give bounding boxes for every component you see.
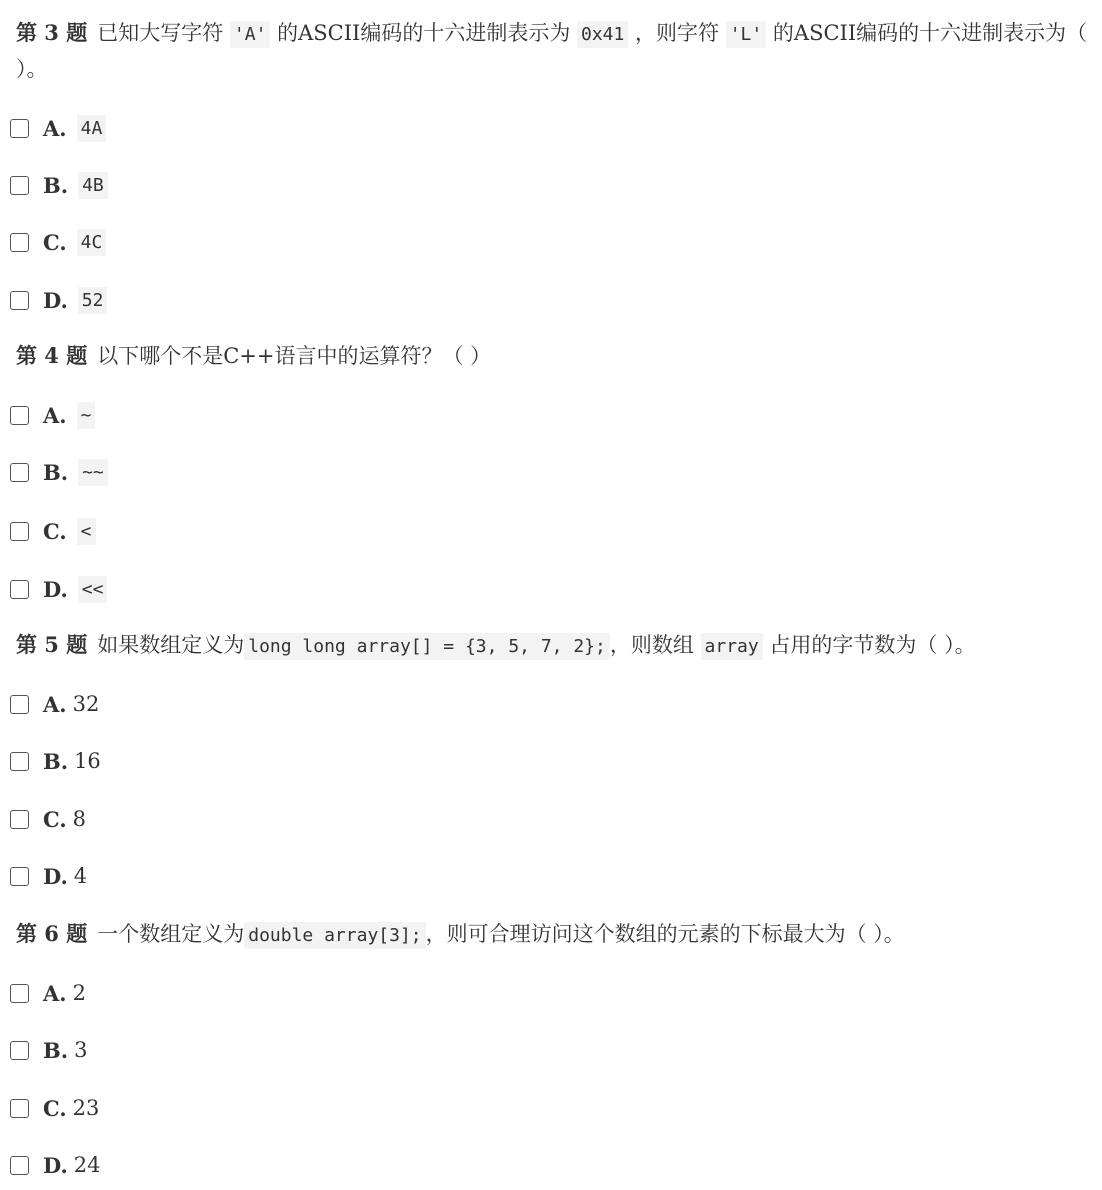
option-value: 4B bbox=[78, 172, 108, 199]
option-value: ~ bbox=[77, 402, 96, 429]
option-value: 8 bbox=[72, 807, 87, 831]
code-snippet: array bbox=[701, 633, 763, 660]
code-snippet: double array[3]; bbox=[244, 922, 425, 949]
option-4a[interactable] bbox=[10, 400, 95, 430]
question-3 bbox=[16, 15, 1096, 87]
option-letter: A. bbox=[43, 691, 67, 717]
option-3b[interactable] bbox=[10, 170, 108, 200]
checkbox[interactable] bbox=[10, 463, 29, 482]
stem-text: 的ASCII编码的十六进制表示为（ ）。 bbox=[16, 21, 1088, 81]
option-letter: A. bbox=[43, 980, 67, 1006]
checkbox[interactable] bbox=[10, 291, 29, 310]
code-snippet: 'L' bbox=[726, 21, 767, 48]
stem-text: 一个数组定义为 bbox=[97, 922, 245, 946]
option-value: 4A bbox=[77, 115, 107, 142]
question-stem bbox=[16, 338, 1096, 374]
option-letter: B. bbox=[43, 172, 69, 198]
option-3c[interactable] bbox=[10, 227, 106, 257]
code-snippet: 0x41 bbox=[577, 21, 628, 48]
option-letter: C. bbox=[43, 518, 67, 544]
option-letter: C. bbox=[43, 806, 67, 832]
option-letter: D. bbox=[43, 1152, 68, 1178]
checkbox[interactable] bbox=[10, 1156, 29, 1175]
option-letter: C. bbox=[43, 1095, 67, 1121]
option-letter: C. bbox=[43, 229, 67, 255]
option-3a[interactable] bbox=[10, 113, 106, 143]
checkbox[interactable] bbox=[10, 1041, 29, 1060]
checkbox[interactable] bbox=[10, 752, 29, 771]
question-stem bbox=[16, 627, 1096, 664]
question-stem bbox=[16, 916, 1096, 953]
checkbox[interactable] bbox=[10, 233, 29, 252]
option-3d[interactable] bbox=[10, 285, 107, 315]
checkbox[interactable] bbox=[10, 695, 29, 714]
option-4d[interactable] bbox=[10, 574, 107, 604]
option-value: ~~ bbox=[78, 459, 108, 486]
stem-text: 以下哪个不是C++语言中的运算符？（ ） bbox=[97, 344, 492, 368]
option-letter: B. bbox=[43, 1037, 69, 1063]
checkbox[interactable] bbox=[10, 580, 29, 599]
option-6d[interactable] bbox=[10, 1150, 101, 1180]
option-letter: B. bbox=[43, 459, 69, 485]
checkbox[interactable] bbox=[10, 522, 29, 541]
question-4 bbox=[16, 338, 1096, 374]
option-value: 3 bbox=[74, 1038, 88, 1062]
option-value: 23 bbox=[72, 1096, 100, 1120]
option-4b[interactable] bbox=[10, 457, 108, 487]
option-value: < bbox=[77, 518, 96, 545]
option-value: 52 bbox=[78, 287, 108, 314]
question-number: 第 3 题 bbox=[16, 20, 88, 45]
option-6a[interactable] bbox=[10, 978, 86, 1008]
option-5c[interactable] bbox=[10, 804, 86, 834]
option-6c[interactable] bbox=[10, 1093, 99, 1123]
option-letter: A. bbox=[43, 402, 67, 428]
option-letter: D. bbox=[43, 287, 68, 313]
question-number: 第 4 题 bbox=[16, 343, 88, 368]
code-snippet: 'A' bbox=[230, 21, 271, 48]
option-value: 4 bbox=[73, 864, 88, 888]
stem-text: 占用的字节数为（ ）。 bbox=[762, 633, 976, 657]
option-value: 24 bbox=[73, 1153, 101, 1177]
option-4c[interactable] bbox=[10, 516, 96, 546]
stem-text: 的ASCII编码的十六进制表示为 bbox=[270, 21, 577, 45]
option-6b[interactable] bbox=[10, 1035, 87, 1065]
stem-text: ，则数组 bbox=[609, 633, 701, 657]
code-snippet: long long array[] = {3, 5, 7, 2}; bbox=[244, 633, 610, 660]
option-5b[interactable] bbox=[10, 746, 101, 776]
checkbox[interactable] bbox=[10, 119, 29, 138]
stem-text: 已知大写字符 bbox=[97, 21, 230, 45]
checkbox[interactable] bbox=[10, 984, 29, 1003]
question-5 bbox=[16, 627, 1096, 664]
option-letter: B. bbox=[43, 748, 69, 774]
option-value: 2 bbox=[72, 981, 86, 1005]
question-number: 第 6 题 bbox=[16, 921, 88, 946]
checkbox[interactable] bbox=[10, 810, 29, 829]
option-value: << bbox=[78, 576, 108, 603]
option-value: 32 bbox=[72, 692, 100, 716]
checkbox[interactable] bbox=[10, 867, 29, 886]
option-letter: D. bbox=[43, 576, 68, 602]
checkbox[interactable] bbox=[10, 1099, 29, 1118]
option-value: 16 bbox=[74, 749, 101, 773]
question-number: 第 5 题 bbox=[16, 632, 88, 657]
question-6 bbox=[16, 916, 1096, 953]
option-5d[interactable] bbox=[10, 861, 87, 891]
checkbox[interactable] bbox=[10, 406, 29, 425]
question-stem bbox=[16, 15, 1096, 87]
checkbox[interactable] bbox=[10, 176, 29, 195]
stem-text: ，则字符 bbox=[628, 21, 726, 45]
option-letter: A. bbox=[43, 115, 67, 141]
stem-text: ，则可合理访问这个数组的元素的下标最大为（ ）。 bbox=[425, 922, 905, 946]
option-value: 4C bbox=[77, 229, 107, 256]
stem-text: 如果数组定义为 bbox=[97, 633, 245, 657]
option-letter: D. bbox=[43, 863, 68, 889]
option-5a[interactable] bbox=[10, 689, 99, 719]
